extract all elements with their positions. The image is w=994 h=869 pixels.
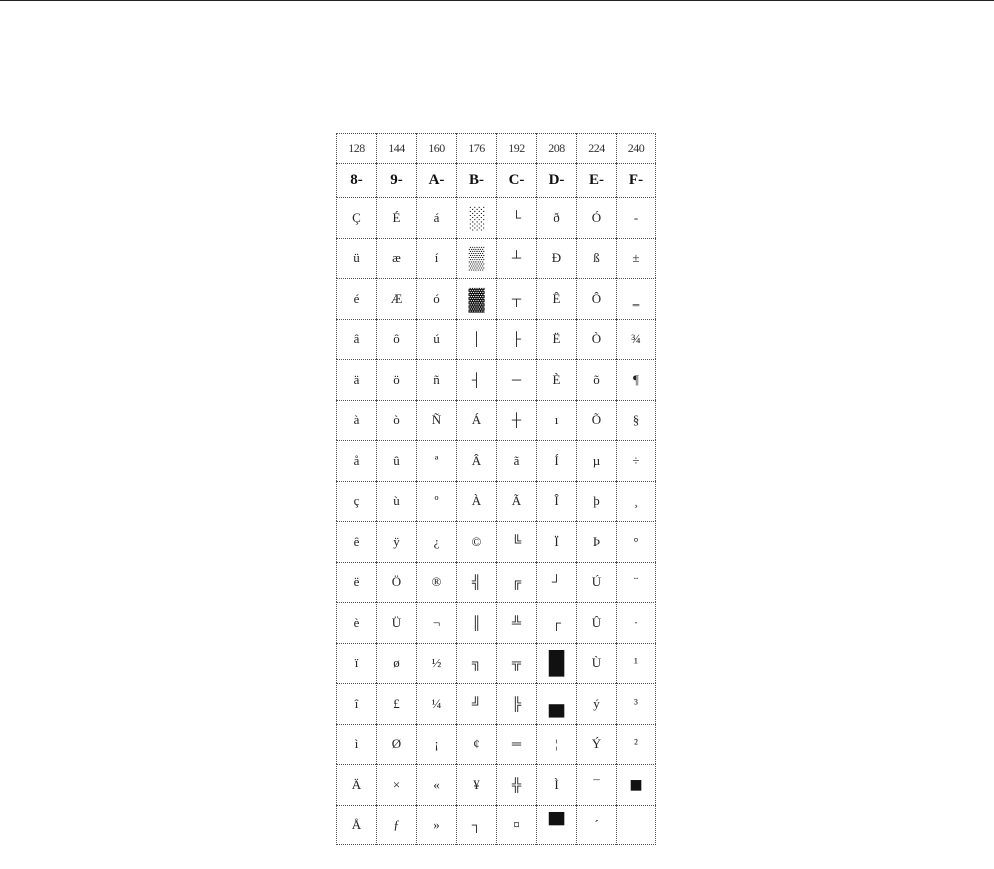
glyph-cell-r3-c6: Ò: [576, 319, 616, 360]
decimal-header-3: 176: [456, 133, 496, 163]
glyph-cell-r13-c2: ¡: [416, 724, 456, 765]
glyph-cell-r12-c4: ╠: [496, 683, 536, 724]
code-page-table: [336, 133, 656, 845]
decimal-header-7: 240: [616, 133, 656, 163]
glyph-cell-r12-c2: ¼: [416, 683, 456, 724]
glyph-cell-r11-c7: ¹: [616, 643, 656, 684]
glyph-cell-r8-c5: Ï: [536, 521, 576, 562]
glyph-cell-r1-c3: ▒: [456, 238, 496, 279]
glyph-cell-r7-c2: º: [416, 481, 456, 522]
glyph-cell-r1-c2: í: [416, 238, 456, 279]
glyph-cell-r10-c1: Ü: [376, 602, 416, 643]
glyph-cell-r6-c3: Â: [456, 440, 496, 481]
hex-header-5: D-: [536, 163, 576, 197]
glyph-cell-r0-c2: á: [416, 197, 456, 238]
glyph-cell-r9-c6: Ú: [576, 562, 616, 603]
glyph-cell-r4-c0: ä: [336, 359, 376, 400]
glyph-cell-r9-c0: ë: [336, 562, 376, 603]
glyph-cell-r7-c6: þ: [576, 481, 616, 522]
glyph-cell-r0-c1: É: [376, 197, 416, 238]
hex-header-4: C-: [496, 163, 536, 197]
glyph-cell-r10-c4: ╩: [496, 602, 536, 643]
glyph-cell-r7-c7: ¸: [616, 481, 656, 522]
glyph-cell-r2-c0: é: [336, 278, 376, 319]
glyph-cell-r1-c1: æ: [376, 238, 416, 279]
glyph-cell-r8-c2: ¿: [416, 521, 456, 562]
glyph-cell-r4-c6: õ: [576, 359, 616, 400]
glyph-cell-r2-c4: ┬: [496, 278, 536, 319]
glyph-cell-r13-c0: ì: [336, 724, 376, 765]
glyph-cell-r7-c1: ù: [376, 481, 416, 522]
decimal-header-5: 208: [536, 133, 576, 163]
glyph-cell-r4-c2: ñ: [416, 359, 456, 400]
glyph-cell-r14-c4: ╬: [496, 764, 536, 805]
glyph-cell-r4-c1: ö: [376, 359, 416, 400]
glyph-cell-r11-c1: ø: [376, 643, 416, 684]
glyph-cell-r15-c6: ´: [576, 805, 616, 846]
glyph-cell-r8-c4: ╚: [496, 521, 536, 562]
glyph-cell-r12-c0: î: [336, 683, 376, 724]
glyph-cell-r13-c5: ¦: [536, 724, 576, 765]
glyph-cell-r12-c7: ³: [616, 683, 656, 724]
glyph-cell-r15-c0: Å: [336, 805, 376, 846]
glyph-cell-r0-c4: └: [496, 197, 536, 238]
glyph-cell-r2-c5: Ê: [536, 278, 576, 319]
glyph-cell-r9-c2: ®: [416, 562, 456, 603]
glyph-cell-r5-c4: ┼: [496, 400, 536, 441]
glyph-cell-r13-c4: ═: [496, 724, 536, 765]
glyph-cell-r5-c6: Õ: [576, 400, 616, 441]
top-rule: [0, 0, 994, 1]
glyph-cell-r1-c5: Ð: [536, 238, 576, 279]
glyph-cell-r11-c0: ï: [336, 643, 376, 684]
glyph-cell-r7-c4: Ã: [496, 481, 536, 522]
glyph-cell-r11-c5: █: [536, 643, 576, 684]
glyph-cell-r3-c0: â: [336, 319, 376, 360]
glyph-cell-r3-c3: │: [456, 319, 496, 360]
glyph-cell-r3-c5: Ë: [536, 319, 576, 360]
decimal-header-2: 160: [416, 133, 456, 163]
glyph-cell-r10-c5: ┌: [536, 602, 576, 643]
glyph-cell-r4-c4: ─: [496, 359, 536, 400]
decimal-header-1: 144: [376, 133, 416, 163]
glyph-cell-r11-c6: Ù: [576, 643, 616, 684]
glyph-cell-r11-c4: ╦: [496, 643, 536, 684]
glyph-cell-r6-c0: å: [336, 440, 376, 481]
glyph-cell-r5-c5: ı: [536, 400, 576, 441]
hex-header-0: 8-: [336, 163, 376, 197]
glyph-cell-r0-c7: -: [616, 197, 656, 238]
glyph-cell-r5-c7: §: [616, 400, 656, 441]
glyph-cell-r1-c0: ü: [336, 238, 376, 279]
code-page-grid: [336, 133, 656, 845]
glyph-cell-r3-c2: ú: [416, 319, 456, 360]
glyph-cell-r9-c7: ¨: [616, 562, 656, 603]
glyph-cell-r10-c7: ·: [616, 602, 656, 643]
glyph-cell-r11-c2: ½: [416, 643, 456, 684]
glyph-cell-r8-c7: °: [616, 521, 656, 562]
glyph-cell-r12-c6: ý: [576, 683, 616, 724]
glyph-cell-r2-c1: Æ: [376, 278, 416, 319]
glyph-cell-r1-c4: ┴: [496, 238, 536, 279]
glyph-cell-r15-c7: [616, 805, 656, 846]
glyph-cell-r2-c6: Ô: [576, 278, 616, 319]
glyph-cell-r9-c5: ┘: [536, 562, 576, 603]
glyph-cell-r10-c2: ¬: [416, 602, 456, 643]
glyph-cell-r8-c3: ©: [456, 521, 496, 562]
glyph-cell-r9-c3: ╣: [456, 562, 496, 603]
decimal-header-6: 224: [576, 133, 616, 163]
glyph-cell-r14-c7: ■: [616, 764, 656, 805]
glyph-cell-r14-c1: ×: [376, 764, 416, 805]
glyph-cell-r8-c6: Þ: [576, 521, 616, 562]
glyph-cell-r10-c3: ║: [456, 602, 496, 643]
glyph-cell-r0-c3: ░: [456, 197, 496, 238]
glyph-cell-r6-c4: ã: [496, 440, 536, 481]
hex-header-3: B-: [456, 163, 496, 197]
glyph-cell-r6-c1: û: [376, 440, 416, 481]
glyph-cell-r6-c7: ÷: [616, 440, 656, 481]
glyph-cell-r2-c3: ▓: [456, 278, 496, 319]
hex-header-1: 9-: [376, 163, 416, 197]
glyph-cell-r3-c7: ¾: [616, 319, 656, 360]
glyph-cell-r2-c7: ‗: [616, 278, 656, 319]
glyph-cell-r14-c3: ¥: [456, 764, 496, 805]
glyph-cell-r14-c2: «: [416, 764, 456, 805]
glyph-cell-r12-c3: ╝: [456, 683, 496, 724]
glyph-cell-r13-c1: Ø: [376, 724, 416, 765]
glyph-cell-r11-c3: ╗: [456, 643, 496, 684]
glyph-cell-r4-c7: ¶: [616, 359, 656, 400]
glyph-cell-r8-c0: ê: [336, 521, 376, 562]
glyph-cell-r6-c2: ª: [416, 440, 456, 481]
glyph-cell-r14-c0: Ä: [336, 764, 376, 805]
glyph-cell-r9-c4: ╔: [496, 562, 536, 603]
decimal-header-0: 128: [336, 133, 376, 163]
glyph-cell-r5-c2: Ñ: [416, 400, 456, 441]
glyph-cell-r5-c1: ò: [376, 400, 416, 441]
glyph-cell-r4-c3: ┤: [456, 359, 496, 400]
glyph-cell-r10-c0: è: [336, 602, 376, 643]
glyph-cell-r5-c0: à: [336, 400, 376, 441]
glyph-cell-r13-c3: ¢: [456, 724, 496, 765]
glyph-cell-r15-c1: ƒ: [376, 805, 416, 846]
glyph-cell-r6-c5: Í: [536, 440, 576, 481]
glyph-cell-r3-c1: ô: [376, 319, 416, 360]
glyph-cell-r10-c6: Û: [576, 602, 616, 643]
glyph-cell-r6-c6: µ: [576, 440, 616, 481]
hex-header-6: E-: [576, 163, 616, 197]
glyph-cell-r3-c4: ├: [496, 319, 536, 360]
glyph-cell-r1-c7: ±: [616, 238, 656, 279]
glyph-cell-r15-c4: ¤: [496, 805, 536, 846]
glyph-cell-r13-c6: Ý: [576, 724, 616, 765]
glyph-cell-r9-c1: Ö: [376, 562, 416, 603]
glyph-cell-r1-c6: ß: [576, 238, 616, 279]
decimal-header-4: 192: [496, 133, 536, 163]
glyph-cell-r2-c2: ó: [416, 278, 456, 319]
hex-header-7: F-: [616, 163, 656, 197]
glyph-cell-r7-c3: À: [456, 481, 496, 522]
glyph-cell-r14-c5: Ì: [536, 764, 576, 805]
glyph-cell-r15-c5: ▀: [536, 805, 576, 846]
glyph-cell-r0-c6: Ó: [576, 197, 616, 238]
glyph-cell-r12-c1: £: [376, 683, 416, 724]
glyph-cell-r4-c5: È: [536, 359, 576, 400]
glyph-cell-r7-c5: Î: [536, 481, 576, 522]
glyph-cell-r12-c5: ▄: [536, 683, 576, 724]
glyph-cell-r15-c2: »: [416, 805, 456, 846]
glyph-cell-r15-c3: ┐: [456, 805, 496, 846]
glyph-cell-r13-c7: ²: [616, 724, 656, 765]
hex-header-2: A-: [416, 163, 456, 197]
glyph-cell-r14-c6: ¯: [576, 764, 616, 805]
glyph-cell-r5-c3: Á: [456, 400, 496, 441]
glyph-cell-r7-c0: ç: [336, 481, 376, 522]
glyph-cell-r8-c1: ÿ: [376, 521, 416, 562]
glyph-cell-r0-c0: Ç: [336, 197, 376, 238]
glyph-cell-r0-c5: ð: [536, 197, 576, 238]
